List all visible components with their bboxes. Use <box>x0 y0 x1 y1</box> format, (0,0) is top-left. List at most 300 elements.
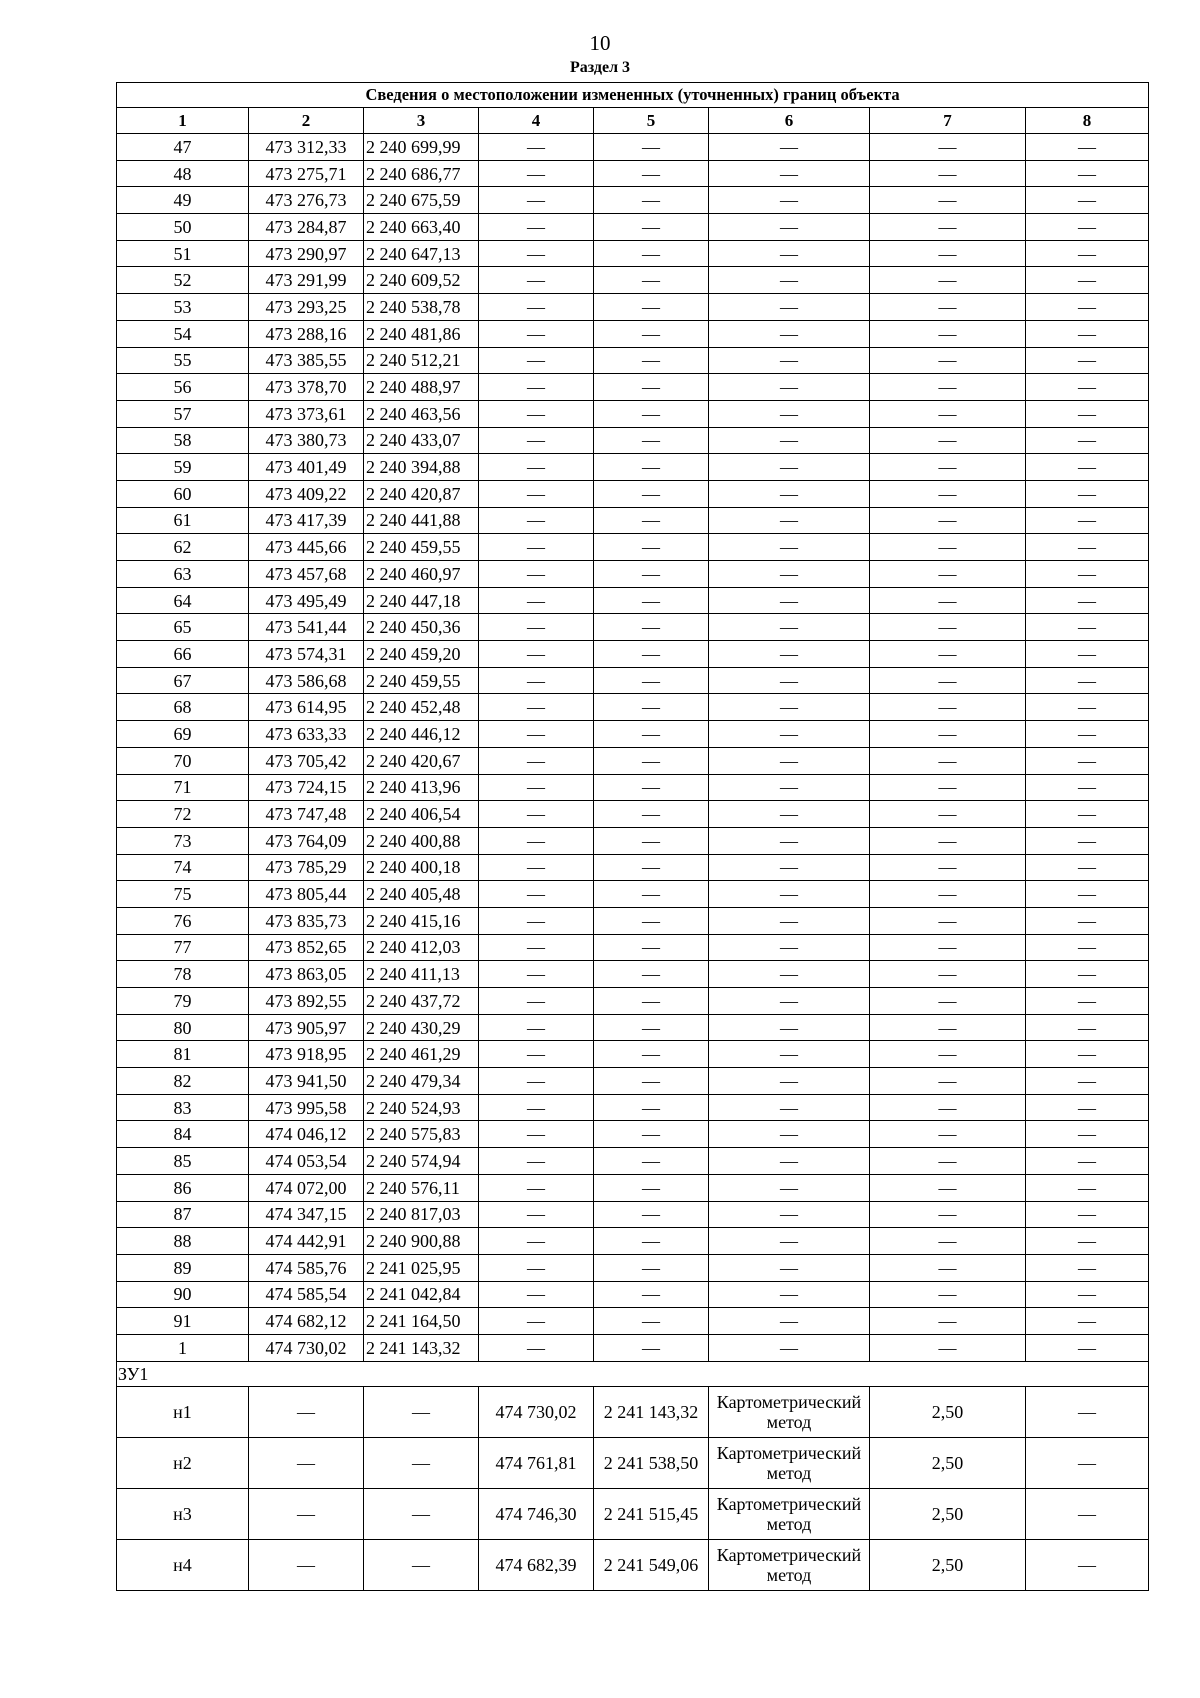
empty-dash: — <box>479 240 594 267</box>
empty-dash: — <box>479 881 594 908</box>
existing-y: 2 240 512,21 <box>364 347 479 374</box>
empty-dash: — <box>249 1437 364 1488</box>
existing-x: 473 275,71 <box>249 160 364 187</box>
empty-dash: — <box>709 1281 870 1308</box>
precision: 2,50 <box>870 1437 1026 1488</box>
empty-dash: — <box>870 400 1026 427</box>
existing-x: 473 995,58 <box>249 1094 364 1121</box>
empty-dash: — <box>594 827 709 854</box>
point-number: 69 <box>117 721 249 748</box>
existing-x: 473 805,44 <box>249 881 364 908</box>
column-number: 8 <box>1026 108 1149 134</box>
empty-dash: — <box>594 747 709 774</box>
empty-dash: — <box>709 801 870 828</box>
empty-dash: — <box>594 694 709 721</box>
point-number: 64 <box>117 587 249 614</box>
precision: 2,50 <box>870 1539 1026 1590</box>
empty-dash: — <box>870 267 1026 294</box>
empty-dash: — <box>1026 881 1149 908</box>
column-number: 1 <box>117 108 249 134</box>
empty-dash: — <box>364 1437 479 1488</box>
empty-dash: — <box>594 1068 709 1095</box>
empty-dash: — <box>594 614 709 641</box>
empty-dash: — <box>594 454 709 481</box>
point-number: 63 <box>117 561 249 588</box>
point-number: 47 <box>117 134 249 161</box>
existing-x: 473 835,73 <box>249 907 364 934</box>
empty-dash: — <box>1026 1308 1149 1335</box>
empty-dash: — <box>709 240 870 267</box>
existing-x: 473 918,95 <box>249 1041 364 1068</box>
existing-x: 473 941,50 <box>249 1068 364 1095</box>
empty-dash: — <box>870 240 1026 267</box>
existing-y: 2 240 479,34 <box>364 1068 479 1095</box>
precision: 2,50 <box>870 1386 1026 1437</box>
empty-dash: — <box>709 1014 870 1041</box>
empty-dash: — <box>1026 747 1149 774</box>
empty-dash: — <box>1026 614 1149 641</box>
table-row <box>117 881 1149 908</box>
existing-y: 2 240 406,54 <box>364 801 479 828</box>
empty-dash: — <box>479 187 594 214</box>
table-row <box>117 1334 1149 1361</box>
empty-dash: — <box>1026 934 1149 961</box>
table-row <box>117 641 1149 668</box>
empty-dash: — <box>1026 641 1149 668</box>
empty-dash: — <box>870 587 1026 614</box>
method: Картометрический метод <box>709 1386 870 1437</box>
empty-dash: — <box>870 507 1026 534</box>
empty-dash: — <box>594 667 709 694</box>
existing-y: 2 240 459,55 <box>364 534 479 561</box>
empty-dash: — <box>1026 400 1149 427</box>
point-number: 54 <box>117 320 249 347</box>
empty-dash: — <box>1026 1254 1149 1281</box>
empty-dash: — <box>709 961 870 988</box>
empty-dash: — <box>870 187 1026 214</box>
table-row <box>117 1201 1149 1228</box>
existing-y: 2 240 447,18 <box>364 587 479 614</box>
existing-y: 2 240 450,36 <box>364 614 479 641</box>
empty-dash: — <box>709 1308 870 1335</box>
empty-dash: — <box>870 801 1026 828</box>
existing-x: 474 072,00 <box>249 1174 364 1201</box>
existing-y: 2 240 412,03 <box>364 934 479 961</box>
existing-y: 2 240 817,03 <box>364 1201 479 1228</box>
point-number: 90 <box>117 1281 249 1308</box>
table-row <box>117 187 1149 214</box>
empty-dash: — <box>709 694 870 721</box>
empty-dash: — <box>479 160 594 187</box>
table-row <box>117 267 1149 294</box>
empty-dash: — <box>479 1201 594 1228</box>
empty-dash: — <box>870 1228 1026 1255</box>
empty-dash: — <box>1026 1334 1149 1361</box>
existing-y: 2 240 441,88 <box>364 507 479 534</box>
empty-dash: — <box>479 534 594 561</box>
existing-y: 2 240 413,96 <box>364 774 479 801</box>
existing-x: 473 705,42 <box>249 747 364 774</box>
table-row <box>117 374 1149 401</box>
existing-x: 473 586,68 <box>249 667 364 694</box>
method: Картометрический метод <box>709 1437 870 1488</box>
existing-x: 473 892,55 <box>249 988 364 1015</box>
table-row <box>117 1437 1149 1488</box>
table-row <box>117 827 1149 854</box>
empty-dash: — <box>249 1386 364 1437</box>
empty-dash: — <box>594 1254 709 1281</box>
existing-x: 473 445,66 <box>249 534 364 561</box>
empty-dash: — <box>709 587 870 614</box>
table-row <box>117 240 1149 267</box>
table-row <box>117 1488 1149 1539</box>
existing-y: 2 240 460,97 <box>364 561 479 588</box>
empty-dash: — <box>594 1041 709 1068</box>
empty-dash: — <box>1026 160 1149 187</box>
column-number-row <box>117 108 1149 134</box>
table-row <box>117 294 1149 321</box>
page-number: 10 <box>589 31 611 55</box>
table-row <box>117 747 1149 774</box>
empty-dash: — <box>870 1068 1026 1095</box>
empty-dash: — <box>709 1254 870 1281</box>
empty-dash: — <box>1026 240 1149 267</box>
table-row <box>117 561 1149 588</box>
table-row <box>117 1014 1149 1041</box>
empty-dash: — <box>594 320 709 347</box>
empty-dash: — <box>709 1068 870 1095</box>
empty-dash: — <box>594 1281 709 1308</box>
existing-x: 473 293,25 <box>249 294 364 321</box>
empty-dash: — <box>594 240 709 267</box>
point-number: 80 <box>117 1014 249 1041</box>
existing-x: 473 747,48 <box>249 801 364 828</box>
column-number: 3 <box>364 108 479 134</box>
existing-y: 2 240 446,12 <box>364 721 479 748</box>
table-row <box>117 1121 1149 1148</box>
empty-dash: — <box>364 1539 479 1590</box>
table-row <box>117 1228 1149 1255</box>
empty-dash: — <box>594 1121 709 1148</box>
table-row <box>117 1094 1149 1121</box>
point-number: 88 <box>117 1228 249 1255</box>
point-number: 49 <box>117 187 249 214</box>
empty-dash: — <box>709 1334 870 1361</box>
empty-dash: — <box>594 907 709 934</box>
empty-dash: — <box>870 721 1026 748</box>
existing-y: 2 240 647,13 <box>364 240 479 267</box>
empty-dash: — <box>1026 1014 1149 1041</box>
empty-dash: — <box>709 934 870 961</box>
empty-dash: — <box>479 667 594 694</box>
new-x: 474 682,39 <box>479 1539 594 1590</box>
empty-dash: — <box>709 988 870 1015</box>
empty-dash: — <box>870 854 1026 881</box>
empty-dash: — <box>870 1041 1026 1068</box>
empty-dash: — <box>479 454 594 481</box>
point-number: 57 <box>117 400 249 427</box>
empty-dash: — <box>870 1014 1026 1041</box>
point-number: 56 <box>117 374 249 401</box>
existing-x: 473 633,33 <box>249 721 364 748</box>
point-number: 62 <box>117 534 249 561</box>
existing-x: 473 614,95 <box>249 694 364 721</box>
empty-dash: — <box>870 1121 1026 1148</box>
point-number: 55 <box>117 347 249 374</box>
existing-x: 473 401,49 <box>249 454 364 481</box>
point-number: 61 <box>117 507 249 534</box>
empty-dash: — <box>870 320 1026 347</box>
point-number: 79 <box>117 988 249 1015</box>
empty-dash: — <box>479 854 594 881</box>
existing-x: 473 574,31 <box>249 641 364 668</box>
empty-dash: — <box>1026 1174 1149 1201</box>
empty-dash: — <box>870 1174 1026 1201</box>
existing-x: 473 457,68 <box>249 561 364 588</box>
existing-y: 2 240 609,52 <box>364 267 479 294</box>
empty-dash: — <box>594 1148 709 1175</box>
empty-dash: — <box>709 827 870 854</box>
existing-x: 474 347,15 <box>249 1201 364 1228</box>
existing-x: 474 682,12 <box>249 1308 364 1335</box>
empty-dash: — <box>709 507 870 534</box>
group-row <box>117 1361 1149 1386</box>
empty-dash: — <box>1026 214 1149 241</box>
table-caption: Сведения о местоположении измененных (уточненных) границ объекта <box>117 83 1149 108</box>
table-row <box>117 587 1149 614</box>
empty-dash: — <box>594 934 709 961</box>
empty-dash: — <box>870 347 1026 374</box>
empty-dash: — <box>594 187 709 214</box>
existing-y: 2 240 900,88 <box>364 1228 479 1255</box>
empty-dash: — <box>1026 1041 1149 1068</box>
empty-dash: — <box>594 347 709 374</box>
point-number: 68 <box>117 694 249 721</box>
new-y: 2 241 143,32 <box>594 1386 709 1437</box>
empty-dash: — <box>1026 507 1149 534</box>
existing-x: 473 541,44 <box>249 614 364 641</box>
point-number: 75 <box>117 881 249 908</box>
empty-dash: — <box>870 934 1026 961</box>
existing-x: 473 495,49 <box>249 587 364 614</box>
existing-y: 2 240 411,13 <box>364 961 479 988</box>
empty-dash: — <box>1026 1386 1149 1437</box>
empty-dash: — <box>1026 134 1149 161</box>
empty-dash: — <box>479 1041 594 1068</box>
empty-dash: — <box>594 641 709 668</box>
new-y: 2 241 538,50 <box>594 1437 709 1488</box>
column-number: 6 <box>709 108 870 134</box>
empty-dash: — <box>479 614 594 641</box>
empty-dash: — <box>364 1386 479 1437</box>
table-row <box>117 694 1149 721</box>
empty-dash: — <box>709 160 870 187</box>
existing-x: 473 312,33 <box>249 134 364 161</box>
existing-y: 2 240 433,07 <box>364 427 479 454</box>
empty-dash: — <box>870 1308 1026 1335</box>
existing-y: 2 240 699,99 <box>364 134 479 161</box>
empty-dash: — <box>594 160 709 187</box>
empty-dash: — <box>594 1334 709 1361</box>
empty-dash: — <box>870 480 1026 507</box>
empty-dash: — <box>479 961 594 988</box>
group-label: ЗУ1 <box>117 1361 1149 1386</box>
empty-dash: — <box>479 294 594 321</box>
empty-dash: — <box>479 907 594 934</box>
empty-dash: — <box>1026 347 1149 374</box>
empty-dash: — <box>1026 320 1149 347</box>
empty-dash: — <box>594 961 709 988</box>
empty-dash: — <box>479 1094 594 1121</box>
existing-x: 473 785,29 <box>249 854 364 881</box>
existing-x: 473 852,65 <box>249 934 364 961</box>
empty-dash: — <box>479 1174 594 1201</box>
empty-dash: — <box>594 507 709 534</box>
existing-y: 2 240 576,11 <box>364 1174 479 1201</box>
table-row <box>117 507 1149 534</box>
empty-dash: — <box>709 1174 870 1201</box>
empty-dash: — <box>479 1308 594 1335</box>
point-number: 84 <box>117 1121 249 1148</box>
new-x: 474 730,02 <box>479 1386 594 1437</box>
empty-dash: — <box>870 774 1026 801</box>
existing-y: 2 240 488,97 <box>364 374 479 401</box>
table-row <box>117 134 1149 161</box>
existing-x: 474 442,91 <box>249 1228 364 1255</box>
existing-x: 473 290,97 <box>249 240 364 267</box>
empty-dash: — <box>709 400 870 427</box>
existing-y: 2 240 463,56 <box>364 400 479 427</box>
empty-dash: — <box>709 614 870 641</box>
existing-y: 2 240 437,72 <box>364 988 479 1015</box>
empty-dash: — <box>870 374 1026 401</box>
empty-dash: — <box>1026 267 1149 294</box>
table-row <box>117 988 1149 1015</box>
empty-dash: — <box>1026 1201 1149 1228</box>
empty-dash: — <box>479 320 594 347</box>
empty-dash: — <box>594 267 709 294</box>
point-number: н4 <box>117 1539 249 1590</box>
empty-dash: — <box>1026 774 1149 801</box>
empty-dash: — <box>709 667 870 694</box>
empty-dash: — <box>1026 374 1149 401</box>
empty-dash: — <box>479 827 594 854</box>
point-number: 60 <box>117 480 249 507</box>
empty-dash: — <box>709 134 870 161</box>
empty-dash: — <box>594 881 709 908</box>
empty-dash: — <box>1026 427 1149 454</box>
point-number: 52 <box>117 267 249 294</box>
table-row <box>117 454 1149 481</box>
empty-dash: — <box>709 1121 870 1148</box>
point-number: 85 <box>117 1148 249 1175</box>
empty-dash: — <box>1026 1488 1149 1539</box>
table-row <box>117 160 1149 187</box>
empty-dash: — <box>709 347 870 374</box>
empty-dash: — <box>709 561 870 588</box>
empty-dash: — <box>709 641 870 668</box>
existing-x: 473 905,97 <box>249 1014 364 1041</box>
point-number: 86 <box>117 1174 249 1201</box>
table-caption-row <box>117 83 1149 108</box>
table-row <box>117 961 1149 988</box>
empty-dash: — <box>594 294 709 321</box>
existing-x: 473 288,16 <box>249 320 364 347</box>
empty-dash: — <box>479 561 594 588</box>
existing-x: 473 380,73 <box>249 427 364 454</box>
point-number: 58 <box>117 427 249 454</box>
empty-dash: — <box>709 294 870 321</box>
table-row <box>117 427 1149 454</box>
point-number: 87 <box>117 1201 249 1228</box>
table-row <box>117 907 1149 934</box>
empty-dash: — <box>594 721 709 748</box>
existing-y: 2 240 538,78 <box>364 294 479 321</box>
empty-dash: — <box>709 320 870 347</box>
table-row <box>117 1148 1149 1175</box>
existing-x: 473 409,22 <box>249 480 364 507</box>
empty-dash: — <box>594 1201 709 1228</box>
empty-dash: — <box>594 214 709 241</box>
empty-dash: — <box>870 907 1026 934</box>
empty-dash: — <box>870 561 1026 588</box>
empty-dash: — <box>1026 827 1149 854</box>
empty-dash: — <box>870 454 1026 481</box>
empty-dash: — <box>870 1281 1026 1308</box>
empty-dash: — <box>479 801 594 828</box>
empty-dash: — <box>870 667 1026 694</box>
empty-dash: — <box>594 854 709 881</box>
section-title: Раздел 3 <box>569 59 631 76</box>
empty-dash: — <box>479 347 594 374</box>
existing-y: 2 240 575,83 <box>364 1121 479 1148</box>
empty-dash: — <box>479 1334 594 1361</box>
existing-x: 473 417,39 <box>249 507 364 534</box>
empty-dash: — <box>709 454 870 481</box>
empty-dash: — <box>870 214 1026 241</box>
column-number: 4 <box>479 108 594 134</box>
column-number: 5 <box>594 108 709 134</box>
empty-dash: — <box>870 1094 1026 1121</box>
existing-y: 2 240 459,20 <box>364 641 479 668</box>
point-number: н1 <box>117 1386 249 1437</box>
empty-dash: — <box>479 1254 594 1281</box>
empty-dash: — <box>1026 1228 1149 1255</box>
empty-dash: — <box>1026 294 1149 321</box>
empty-dash: — <box>479 1281 594 1308</box>
empty-dash: — <box>1026 1148 1149 1175</box>
empty-dash: — <box>709 721 870 748</box>
precision: 2,50 <box>870 1488 1026 1539</box>
empty-dash: — <box>870 1148 1026 1175</box>
empty-dash: — <box>594 134 709 161</box>
existing-y: 2 241 025,95 <box>364 1254 479 1281</box>
empty-dash: — <box>479 427 594 454</box>
empty-dash: — <box>1026 721 1149 748</box>
empty-dash: — <box>1026 1068 1149 1095</box>
point-number: 81 <box>117 1041 249 1068</box>
existing-y: 2 240 430,29 <box>364 1014 479 1041</box>
empty-dash: — <box>1026 694 1149 721</box>
point-number: н3 <box>117 1488 249 1539</box>
empty-dash: — <box>249 1539 364 1590</box>
existing-x: 474 730,02 <box>249 1334 364 1361</box>
new-y: 2 241 549,06 <box>594 1539 709 1590</box>
existing-x: 473 291,99 <box>249 267 364 294</box>
empty-dash: — <box>1026 561 1149 588</box>
empty-dash: — <box>1026 801 1149 828</box>
point-number: 59 <box>117 454 249 481</box>
